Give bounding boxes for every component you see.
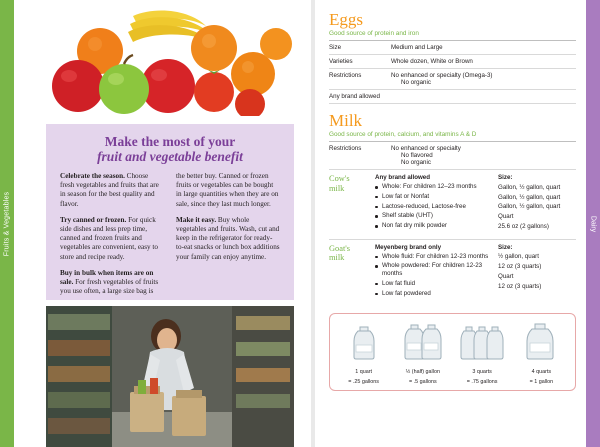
eggs-footer-note: Any brand allowed (329, 89, 576, 104)
tab-label-dairy: Dairy (589, 215, 597, 232)
row-value (391, 142, 576, 170)
list-item: Low fat powdered (375, 290, 498, 298)
milk-block-head: Meyenberg brand only (375, 243, 442, 251)
callout-para-head: Celebrate the season. (60, 172, 125, 180)
callout-para (60, 172, 164, 209)
milk-block-cows (329, 169, 576, 239)
jug-caption-equiv: = .75 gallons (466, 379, 498, 386)
milk-block-label-line2: milk (329, 253, 345, 263)
milk-jug-icon (513, 317, 569, 361)
jug-caption-equiv: = .25 gallons (348, 379, 379, 386)
milk-size-value: Gallon, ½ gallon, quart (498, 193, 561, 201)
list-item: Whole: For children 12–23 months (375, 183, 498, 191)
milk-block-label (329, 170, 375, 239)
jug-caption-size: 4 quarts (531, 369, 552, 376)
milk-size-value: Quart (498, 213, 514, 221)
milk-block-label-line2: milk (329, 183, 345, 193)
row-value-line: No flavored (401, 152, 433, 159)
milk-size-illustration-panel (329, 313, 576, 391)
milk-size-value: Gallon, ½ gallon, quart (498, 203, 561, 211)
milk-size-head: Size: (498, 174, 513, 181)
callout-para (60, 269, 164, 297)
callout-para-body: Choose fresh vegetables and fruits that are in season for the best quality and flavor. (60, 172, 159, 208)
milk-jug-icon (395, 317, 451, 361)
list-item: Non fat dry milk powder (375, 222, 498, 230)
callout-para (60, 216, 164, 262)
milk-block-label-line1: Cow's (329, 174, 350, 183)
milk-size-head: Size: (498, 243, 513, 251)
list-item: Whole fluid: For children 12-23 months (375, 253, 498, 261)
list-item: Low fat or Nonfat (375, 193, 498, 201)
milk-block-body (375, 170, 576, 239)
milk-block-label (329, 240, 375, 306)
milk-block-body (375, 240, 576, 306)
table-row (329, 55, 576, 69)
callout-para (176, 216, 280, 262)
eggs-spec-table (329, 40, 576, 89)
callout-para (176, 172, 280, 209)
jug-caption-size: 1 quart (355, 369, 373, 376)
milk-size-value: 12 oz (3 quarts) (498, 282, 542, 290)
row-value-line: No enhanced or specialty (391, 145, 461, 152)
milk-size-value: Quart (498, 273, 514, 281)
jug-caption-size: ½ (half) gallon (405, 369, 440, 376)
table-row (329, 41, 576, 55)
left-page (14, 0, 311, 447)
row-value (391, 69, 576, 90)
milk-item-list (375, 183, 498, 230)
jug-group-4-quarts (513, 317, 569, 386)
callout-box (46, 124, 294, 300)
milk-size-value: 25.6 oz (2 gallons) (498, 222, 549, 230)
callout-title-line2: fruit and vegetable benefit (97, 149, 243, 164)
list-item: Shelf stable (UHT) (375, 212, 498, 220)
milk-block-main (375, 174, 498, 233)
milk-jug-icon (336, 317, 392, 361)
jug-caption-equiv: = 1 gallon (529, 379, 554, 386)
table-row (329, 142, 576, 170)
section-subtitle-eggs: Good source of protein and iron (329, 30, 419, 37)
row-value-line: Whole dozen, White or Brown (391, 58, 473, 65)
callout-column-right (176, 172, 280, 303)
callout-columns (46, 164, 294, 303)
row-value-line: Medium and Large (391, 44, 443, 51)
callout-para-body: For fresh vegetables of fruits you use often, a large size bag is (60, 278, 159, 296)
right-page (315, 0, 586, 447)
list-item: Lactose-reduced, Lactose-free (375, 203, 498, 211)
produce-photo (38, 4, 293, 116)
list-item: Low fat fluid (375, 280, 498, 288)
list-item: Whole powdered: For children 12-23 months (375, 262, 498, 277)
row-value-line: No organic (401, 159, 431, 166)
milk-size-value: Gallon, ½ gallon, quart (498, 183, 561, 191)
row-value (391, 55, 576, 69)
row-value-line: No enhanced or specialty (Omega-3) (391, 72, 493, 79)
callout-para-body: For quick side dishes and less prep time, canned and frozen fruits and vegetables are convenient, easy to store and recipe ready. (60, 215, 158, 261)
sidebar-tab-dairy (586, 0, 600, 447)
jug-caption-size: 3 quarts (472, 369, 492, 376)
milk-block-sizes (498, 244, 576, 300)
section-title-eggs: Eggs (329, 10, 363, 29)
callout-para-body: Buy whole vegetables and fruits. Wash, cut and keep in the refrigerator for ready-to-eat snacks or lunch box additions your family can enjoy anytime. (176, 215, 280, 261)
milk-block-main (375, 244, 498, 300)
milk-block-goats (329, 239, 576, 306)
table-row (329, 69, 576, 90)
jug-group-half-gallon (395, 317, 451, 386)
row-label: Varieties (329, 55, 391, 69)
shopper-photo (46, 306, 294, 447)
milk-restrictions-table (329, 141, 576, 169)
jug-group-1-quart (336, 317, 392, 386)
milk-size-value: 12 oz (3 quarts) (498, 263, 542, 271)
row-label: Restrictions (329, 69, 391, 90)
row-value (391, 41, 576, 55)
callout-para-head: Make it easy. (176, 215, 217, 224)
section-title-milk: Milk (329, 111, 363, 130)
sidebar-tab-fruits-vegetables (0, 0, 14, 447)
tab-label-fruits-vegetables: Fruits & Vegetables (3, 191, 11, 256)
callout-para-head: Buy in bulk when items are on sale. (60, 268, 154, 287)
row-label: Size (329, 41, 391, 55)
milk-block-sizes (498, 174, 576, 233)
row-label: Restrictions (329, 142, 391, 170)
callout-column-left (60, 172, 164, 303)
row-value-line: No organic (401, 79, 431, 86)
callout-para-head: Try canned or frozen. (60, 215, 127, 224)
section-subtitle-milk: Good source of protein, calcium, and vitamins A & D (329, 131, 477, 138)
callout-para-body: the better buy. Canned or frozen fruits or vegetables can be bought in large quantities when they are on sale, since they last much longer. (176, 172, 279, 208)
jug-caption-equiv: = .5 gallons (409, 379, 437, 386)
milk-jug-icon (454, 317, 510, 361)
milk-block-label-line1: Goat's (329, 243, 351, 253)
milk-size-value: ½ gallon, quart (498, 253, 539, 261)
milk-block-head: Any brand allowed (375, 174, 431, 181)
milk-item-list (375, 253, 498, 298)
callout-title-line1: Make the most of your (104, 134, 236, 149)
callout-title (46, 124, 294, 164)
jug-group-3-quarts (454, 317, 510, 386)
